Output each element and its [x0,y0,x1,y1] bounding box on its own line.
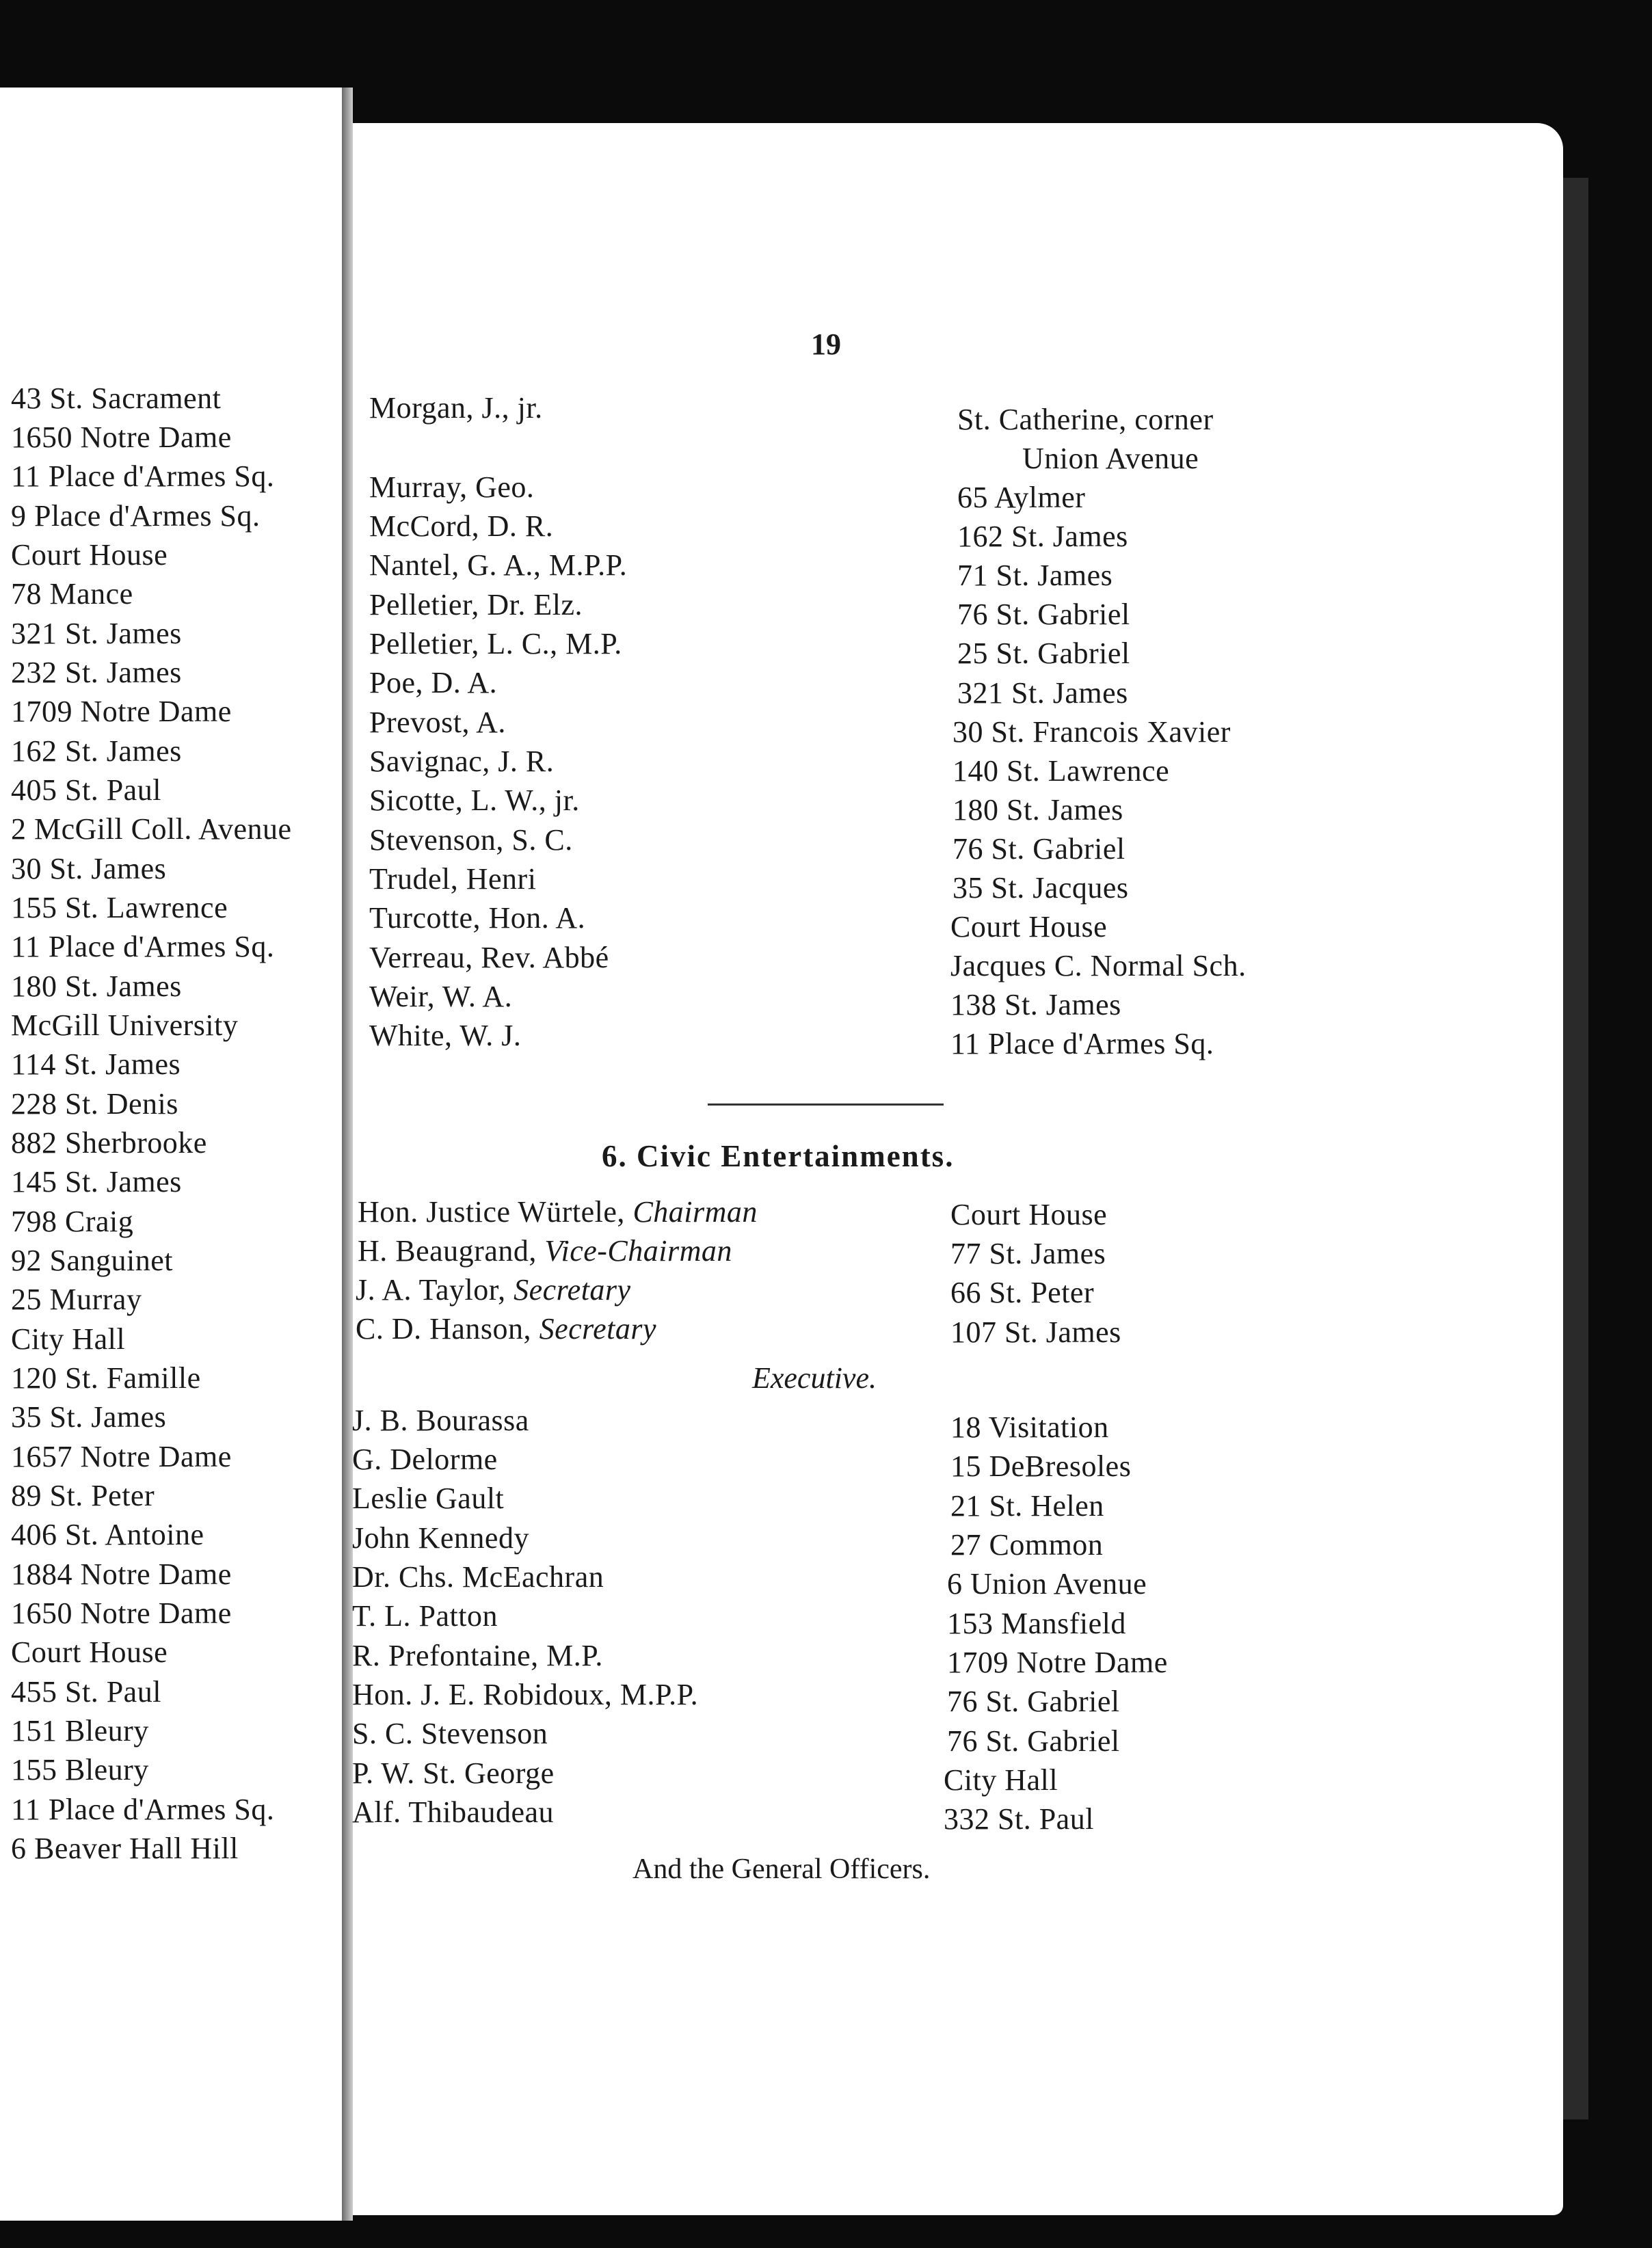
left-address: 145 St. James [11,1165,182,1199]
member-name: Verreau, Rev. Abbé [369,941,609,974]
left-address: 180 St. James [11,969,182,1003]
left-address: 43 St. Sacrament [11,382,222,415]
officer-address: Court House [950,1198,1108,1231]
member-address: 11 Place d'Armes Sq. [950,1027,1214,1060]
executive-address: 18 Visitation [950,1410,1109,1444]
member-address: 71 St. James [957,559,1113,592]
left-address: 151 Bleury [11,1714,149,1748]
left-address: 9 Place d'Armes Sq. [11,499,261,533]
left-address: 155 Bleury [11,1753,149,1787]
executive-address: 6 Union Avenue [947,1567,1147,1601]
officer-role: Chairman [632,1195,758,1229]
member-address: Jacques C. Normal Sch. [950,949,1247,982]
left-address: 11 Place d'Armes Sq. [11,459,275,493]
left-address: 162 St. James [11,734,182,768]
left-address: 455 St. Paul [11,1675,161,1709]
left-address: 11 Place d'Armes Sq. [11,930,275,963]
member-address: 25 St. Gabriel [957,637,1130,670]
officer-name: C. D. Hanson, [356,1312,532,1346]
left-address: 798 Craig [11,1205,134,1238]
member-name: Pelletier, L. C., M.P. [369,627,622,660]
executive-name: Alf. Thibaudeau [352,1795,555,1829]
left-address: 2 McGill Coll. Avenue [11,812,292,846]
executive-address: 15 DeBresoles [950,1449,1132,1483]
member-name: Prevost, A. [369,706,506,739]
member-address: 35 St. Jacques [952,871,1129,905]
member-address: 65 Aylmer [957,481,1086,514]
left-address: 89 St. Peter [11,1479,155,1512]
section-divider [708,1103,944,1106]
member-name: Nantel, G. A., M.P.P. [369,548,628,582]
executive-address: City Hall [944,1763,1058,1797]
left-address: 406 St. Antoine [11,1518,204,1551]
left-address: City Hall [11,1322,126,1356]
book-gutter [342,88,353,2221]
member-name: Stevenson, S. C. [369,823,573,857]
member-address: 76 St. Gabriel [957,598,1130,631]
officer-role: Vice-Chairman [544,1234,732,1268]
left-address: 1884 Notre Dame [11,1557,232,1591]
left-address: 6 Beaver Hall Hill [11,1832,239,1865]
executive-name: Dr. Chs. McEachran [352,1560,604,1594]
officer-role: Secretary [514,1273,631,1307]
member-address: Court House [950,910,1108,944]
left-address: 1650 Notre Dame [11,420,232,454]
member-address: 30 St. Francois Xavier [952,715,1231,749]
member-name: Trudel, Henri [369,862,537,896]
closing-line: And the General Officers. [632,1854,931,1885]
executive-name: Leslie Gault [352,1482,505,1515]
executive-address: 76 St. Gabriel [947,1685,1120,1718]
executive-address: 27 Common [950,1528,1104,1562]
member-name: Sicotte, L. W., jr. [369,784,580,817]
left-address: 78 Mance [11,577,133,611]
left-address: 11 Place d'Armes Sq. [11,1793,275,1826]
member-address: 140 St. Lawrence [952,754,1170,788]
member-address: 162 St. James [957,520,1128,553]
section-title: 6. Civic Entertainments. [602,1139,955,1173]
member-name: McCord, D. R. [369,509,554,543]
left-address: Court House [11,1635,168,1669]
executive-name: P. W. St. George [352,1756,555,1790]
executive-name: G. Delorme [352,1443,498,1476]
member-address: 321 St. James [957,676,1128,710]
page-number: 19 [811,327,841,361]
member-address: 180 St. James [952,793,1123,827]
left-address: 1657 Notre Dame [11,1440,232,1473]
executive-address: 76 St. Gabriel [947,1724,1120,1758]
officer-address: 66 St. Peter [950,1276,1095,1309]
officer-name: H. Beaugrand, [358,1234,537,1268]
member-name: Morgan, J., jr. [369,391,543,425]
executive-name: Hon. J. E. Robidoux, M.P.P. [352,1678,699,1711]
left-address: 405 St. Paul [11,773,161,807]
left-address: 92 Sanguinet [11,1244,173,1277]
executive-heading: Executive. [752,1361,877,1395]
left-address: 232 St. James [11,656,182,689]
officer-row [358,1234,732,1268]
member-name: Turcotte, Hon. A. [369,901,586,935]
executive-name: T. L. Patton [352,1599,498,1633]
left-address: 882 Sherbrooke [11,1126,207,1160]
officer-address: 107 St. James [950,1315,1121,1349]
member-name: White, W. J. [369,1019,522,1052]
member-address: 138 St. James [950,988,1121,1021]
left-address: 25 Murray [11,1283,142,1316]
executive-address: 1709 Notre Dame [947,1646,1168,1679]
left-address: McGill University [11,1008,239,1042]
left-address: 114 St. James [11,1047,181,1081]
officer-name: J. A. Taylor, [356,1273,506,1307]
left-address: 1650 Notre Dame [11,1596,232,1630]
officer-address: 77 St. James [950,1237,1106,1270]
member-name: Savignac, J. R. [369,745,555,778]
left-address: 35 St. James [11,1400,167,1434]
executive-address: 332 St. Paul [944,1802,1094,1836]
executive-address: 21 St. Helen [950,1489,1104,1523]
right-page [353,123,1563,2215]
officer-row [356,1312,656,1346]
left-address: 1709 Notre Dame [11,695,232,728]
left-address: Court House [11,538,168,572]
left-address: 120 St. Famille [11,1361,201,1395]
member-address: St. Catherine, corner [957,403,1214,436]
executive-name: J. B. Bourassa [352,1404,529,1437]
member-name: Pelletier, Dr. Elz. [369,588,583,621]
left-address: 228 St. Denis [11,1087,178,1121]
member-name: Murray, Geo. [369,470,535,504]
left-address: 30 St. James [11,852,167,885]
executive-name: S. C. Stevenson [352,1717,548,1750]
officer-role: Secretary [539,1312,657,1346]
member-address-continued: Union Avenue [1022,442,1199,475]
left-address: 321 St. James [11,617,182,650]
executive-name: R. Prefontaine, M.P. [352,1639,603,1672]
member-address: 76 St. Gabriel [952,832,1125,866]
officer-row [358,1195,758,1229]
executive-name: John Kennedy [352,1521,529,1555]
executive-address: 153 Mansfield [947,1607,1126,1640]
member-name: Poe, D. A. [369,666,498,699]
left-address: 155 St. Lawrence [11,891,228,924]
officer-name: Hon. Justice Würtele, [358,1195,625,1229]
officer-row [356,1273,631,1307]
member-name: Weir, W. A. [369,980,513,1013]
